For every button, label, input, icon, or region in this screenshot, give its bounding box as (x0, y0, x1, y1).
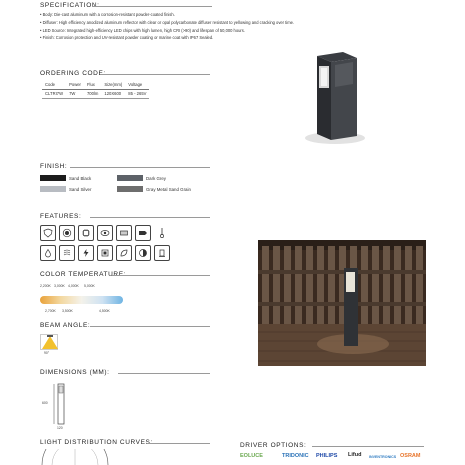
specification-list (40, 12, 340, 43)
cct-label: 4,500K (99, 309, 110, 313)
cct-label: 3,500K (62, 309, 73, 313)
column-header: Size(mm) (104, 81, 123, 87)
product-image (285, 50, 380, 150)
light-distribution-heading: LIGHT DISTRIBUTION CURVES: (40, 439, 153, 446)
cell-code: CLTRI7W (45, 91, 64, 96)
spec-item-body: • Body: Die-cast aluminum with a corrosion-resistant powder-coated finish. (40, 12, 340, 18)
driver-options-heading: DRIVER OPTIONS: (240, 442, 307, 449)
dimmable-icon (135, 245, 151, 261)
specification-heading: SPECIFICATION: (40, 2, 100, 9)
divider (70, 167, 210, 168)
cell-size: 120X600 (104, 91, 122, 96)
warranty-icon (59, 225, 75, 241)
aluminum-icon (97, 245, 113, 261)
driver-icon (116, 225, 132, 241)
color-temperature-bar (40, 296, 123, 304)
cct-label: 5,000K (84, 284, 95, 288)
dimension-height: 600 (42, 401, 48, 405)
temperature-icon (154, 225, 170, 241)
ordering-table (42, 80, 149, 99)
lifespan-icon (97, 225, 113, 241)
cct-label: 2,700K (45, 309, 56, 313)
cell-power: 7W (69, 91, 76, 96)
finish-label: Gray Metal Sand Grain (146, 187, 191, 192)
dimension-drawing (50, 382, 80, 427)
column-header: Code (45, 81, 56, 87)
osram-logo: OSRAM (400, 453, 421, 459)
surge-icon (78, 245, 94, 261)
column-header: Power (69, 81, 81, 87)
color-temperature-heading: COLOR TEMPERATURE: (40, 271, 127, 278)
cct-label: 2,200K (40, 284, 51, 288)
spec-item-led-source: • LED Source: Integrated high-efficiency LED chips with high lumen, high CRI (>90) and lifespan of 50,000 hours. (40, 28, 340, 34)
finish-label: Sand Silver (69, 187, 92, 192)
chip-icon (78, 225, 94, 241)
finish-swatch-gray-metal (117, 186, 143, 192)
divider (312, 446, 424, 447)
philips-logo: PHILIPS (316, 453, 338, 459)
spec-item-diffuser: • Diffuser: High efficiency anodized aluminum reflector with clear or opal polycarbonate diffuser resistant to yellowing and cracking over time. (40, 20, 340, 26)
column-header: Voltage (128, 81, 143, 87)
eco-icon (116, 245, 132, 261)
finish-swatch-sand-black (40, 175, 66, 181)
lifud-logo: Lifud (348, 452, 362, 458)
finish-swatch-dark-grey (117, 175, 143, 181)
divider (92, 6, 212, 7)
finish-label: Sand Black (69, 176, 92, 181)
light-distribution-chart (40, 449, 110, 465)
finish-swatch-sand-silver (40, 186, 66, 192)
divider (100, 74, 210, 75)
ip-rating-icon (59, 245, 75, 261)
divider (90, 217, 210, 218)
finish-heading: FINISH: (40, 163, 68, 170)
finish-label: Dark Grey (146, 176, 167, 181)
inventronics-logo: INVENTRONICS (369, 455, 397, 459)
divider (90, 326, 210, 327)
cct-label: 4,000K (68, 284, 79, 288)
spec-item-finish: • Finish: Corrosion protection and UV-resistant powder coating or marine coat with IP67 Sealed. (40, 35, 340, 41)
cct-label: 3,000K (54, 284, 65, 288)
eoluce-logo: EOLUCE (240, 453, 263, 459)
cell-flux: 700lm (86, 91, 99, 96)
table-header-row (42, 80, 149, 89)
beam-angle-heading: BEAM ANGLE: (40, 322, 91, 329)
tridonic-logo: TRIDONIC (282, 453, 309, 459)
energy-class-icon (135, 225, 151, 241)
beam-angle-value: 90° (44, 351, 50, 355)
column-header: Flux (86, 81, 95, 87)
dimension-width: 120 (57, 426, 63, 430)
installation-icon (154, 245, 170, 261)
dimensions-heading: DIMENSIONS (MM): (40, 369, 110, 376)
cell-voltage: 85 - 265V (128, 91, 147, 96)
ordering-code-heading: ORDERING CODE: (40, 70, 106, 77)
features-heading: FEATURES: (40, 213, 82, 220)
divider (118, 373, 210, 374)
divider (148, 443, 210, 444)
beam-angle-icon (40, 334, 58, 350)
waterproof-icon (40, 245, 56, 261)
divider (112, 275, 210, 276)
table-row (42, 89, 149, 98)
protection-icon (40, 225, 56, 241)
installation-photo (258, 240, 426, 366)
